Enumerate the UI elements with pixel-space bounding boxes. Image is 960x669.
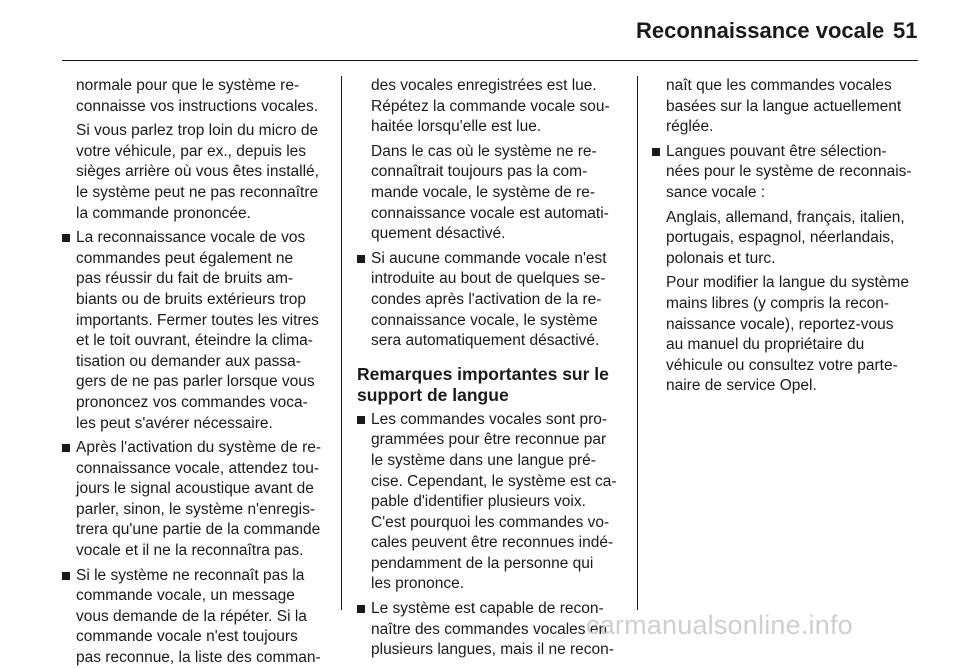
bullet-square-icon (62, 444, 70, 452)
bullet-item (62, 438, 330, 562)
text-line: Après l'activation du système de re- (76, 439, 322, 457)
column-divider (637, 76, 638, 610)
text-column-3 (652, 76, 922, 397)
text-line: grammées pour être reconnue par (371, 431, 607, 449)
text-line: pable d'identifier plusieurs voix. (371, 493, 586, 511)
bullet-item (357, 249, 625, 352)
text-line: basées sur la langue actuellement (666, 97, 902, 115)
text-line: tisation ou demander aux passa- (76, 352, 301, 370)
text-line: des vocales enregistrées est lue. (371, 77, 597, 94)
section-heading (357, 364, 625, 406)
text-line: polonais et turc. (666, 249, 776, 267)
text-line: sera automatiquement désactivé. (371, 332, 600, 350)
bullet-square-icon (652, 148, 660, 156)
text-line: jours le signal acoustique avant de (76, 480, 314, 498)
text-line: trera qu'une partie de la commande (76, 521, 321, 539)
text-line: connaissance vocale est automati- (371, 204, 609, 222)
text-line: connaîtrait toujours pas la com- (371, 163, 588, 181)
text-line: cales peuvent être reconnues indé- (371, 534, 614, 552)
text-line: cise. Cependant, le système est ca- (371, 472, 617, 490)
text-line: normale pour que le système re- (76, 77, 300, 94)
text-line: votre véhicule, par ex., depuis les (76, 142, 307, 160)
text-line: nées pour le système de reconnais- (666, 163, 912, 181)
text-line: gers de ne pas parler lorsque vous (76, 373, 315, 391)
bullet-square-icon (62, 572, 70, 580)
text-line: naissance vocale), reportez-vous (666, 315, 894, 333)
text-line: portugais, espagnol, néerlandais, (666, 229, 895, 247)
text-line: Le système est capable de recon- (371, 600, 604, 618)
text-line: vous demande de la répéter. Si la (76, 607, 307, 625)
text-line: Anglais, allemand, français, italien, (666, 208, 905, 226)
text-line: importants. Fermer toutes les vitres (76, 311, 319, 329)
text-line: Langues pouvant être sélection- (666, 142, 887, 160)
text-line: La reconnaissance vocale de vos (76, 229, 306, 247)
paragraph (62, 121, 330, 224)
text-line: naît que les commandes vocales (666, 77, 892, 94)
text-line: au manuel du propriétaire du (666, 336, 865, 354)
text-line: Les commandes vocales sont pro- (371, 410, 608, 428)
text-line: mande vocale, le système de re- (371, 183, 595, 201)
text-line: commande vocale, un message (76, 587, 295, 605)
bullet-square-icon (357, 416, 365, 424)
text-line: connaissance vocale, le système (371, 311, 598, 329)
text-line: Pour modifier la langue du système (666, 274, 909, 292)
text-line: sièges arrière où vous êtes installé, (76, 163, 319, 181)
text-column-2 (357, 76, 625, 661)
bullet-square-icon (62, 234, 70, 242)
bullet-square-icon (357, 255, 365, 263)
page-title: Reconnaissance vocale (636, 18, 885, 43)
text-line: commandes peut également ne (76, 249, 294, 267)
text-line: et le toit ouvrant, éteindre la clima- (76, 332, 313, 350)
text-line: Si le système ne reconnaît pas la (76, 566, 305, 584)
text-line: véhicule ou consultez votre parte- (666, 356, 898, 374)
paragraph (652, 273, 922, 397)
paragraph-continued (62, 76, 330, 117)
text-line: Remarques importantes sur le (357, 363, 609, 384)
text-line: le système dans une langue pré- (371, 451, 596, 469)
paragraph-continued (357, 76, 625, 138)
paragraph (357, 142, 625, 245)
header-divider (62, 60, 918, 61)
text-line: connaissance vocale, attendez tou- (76, 459, 319, 477)
text-line: plusieurs langues, mais il ne recon- (371, 641, 614, 659)
page-header (0, 0, 960, 62)
text-line: haitée lorsqu'elle est lue. (371, 118, 542, 136)
text-line: Dans le cas où le système ne re- (371, 142, 597, 160)
text-line: pas reconnue, la liste des comman- (76, 649, 321, 667)
page-number: 51 (893, 18, 918, 43)
text-line: pas réussir du fait de bruits am- (76, 270, 294, 288)
text-line: les prononce. (371, 575, 465, 593)
text-line: quement désactivé. (371, 225, 506, 243)
text-line: naire de service Opel. (666, 377, 817, 395)
text-line: prononcez vos commandes voca- (76, 393, 308, 411)
bullet-item (62, 228, 330, 434)
bullet-item (357, 599, 625, 661)
bullet-square-icon (357, 605, 365, 613)
text-line: C'est pourquoi les commandes vo- (371, 513, 610, 531)
text-line: sance vocale : (666, 183, 766, 201)
text-line: Si vous parlez trop loin du micro de (76, 122, 319, 140)
column-divider (341, 76, 342, 610)
bullet-item (357, 410, 625, 595)
paragraph-continued (652, 76, 922, 138)
text-line: les peut s'avérer nécessaire. (76, 414, 273, 432)
text-line: vocale et il ne la reconnaîtra pas. (76, 542, 304, 560)
text-line: pendamment de la personne qui (371, 554, 594, 572)
text-line: Répétez la commande vocale sou- (371, 97, 610, 115)
text-line: naître des commandes vocales en (371, 620, 608, 638)
text-line: biants ou de bruits extérieurs trop (76, 290, 307, 308)
bullet-item (652, 142, 922, 204)
text-line: parler, sinon, le système n'enregis- (76, 500, 316, 518)
text-column-1 (62, 76, 330, 669)
text-line: connaisse vos instructions vocales. (76, 97, 319, 115)
text-line: Si aucune commande vocale n'est (371, 249, 607, 267)
text-line: le système peut ne pas reconnaître (76, 183, 319, 201)
text-line: réglée. (666, 118, 714, 136)
paragraph (652, 208, 922, 270)
text-line: support de langue (357, 384, 509, 405)
text-line: commande vocale n'est toujours (76, 628, 298, 646)
text-line: condes après l'activation de la re- (371, 290, 602, 308)
bullet-item (62, 566, 330, 669)
text-line: la commande prononcée. (76, 204, 251, 222)
text-line: introduite au bout de quelques se- (371, 270, 606, 288)
watermark: carmanualsonline.info (586, 610, 853, 640)
text-line: mains libres (y compris la recon- (666, 294, 890, 312)
